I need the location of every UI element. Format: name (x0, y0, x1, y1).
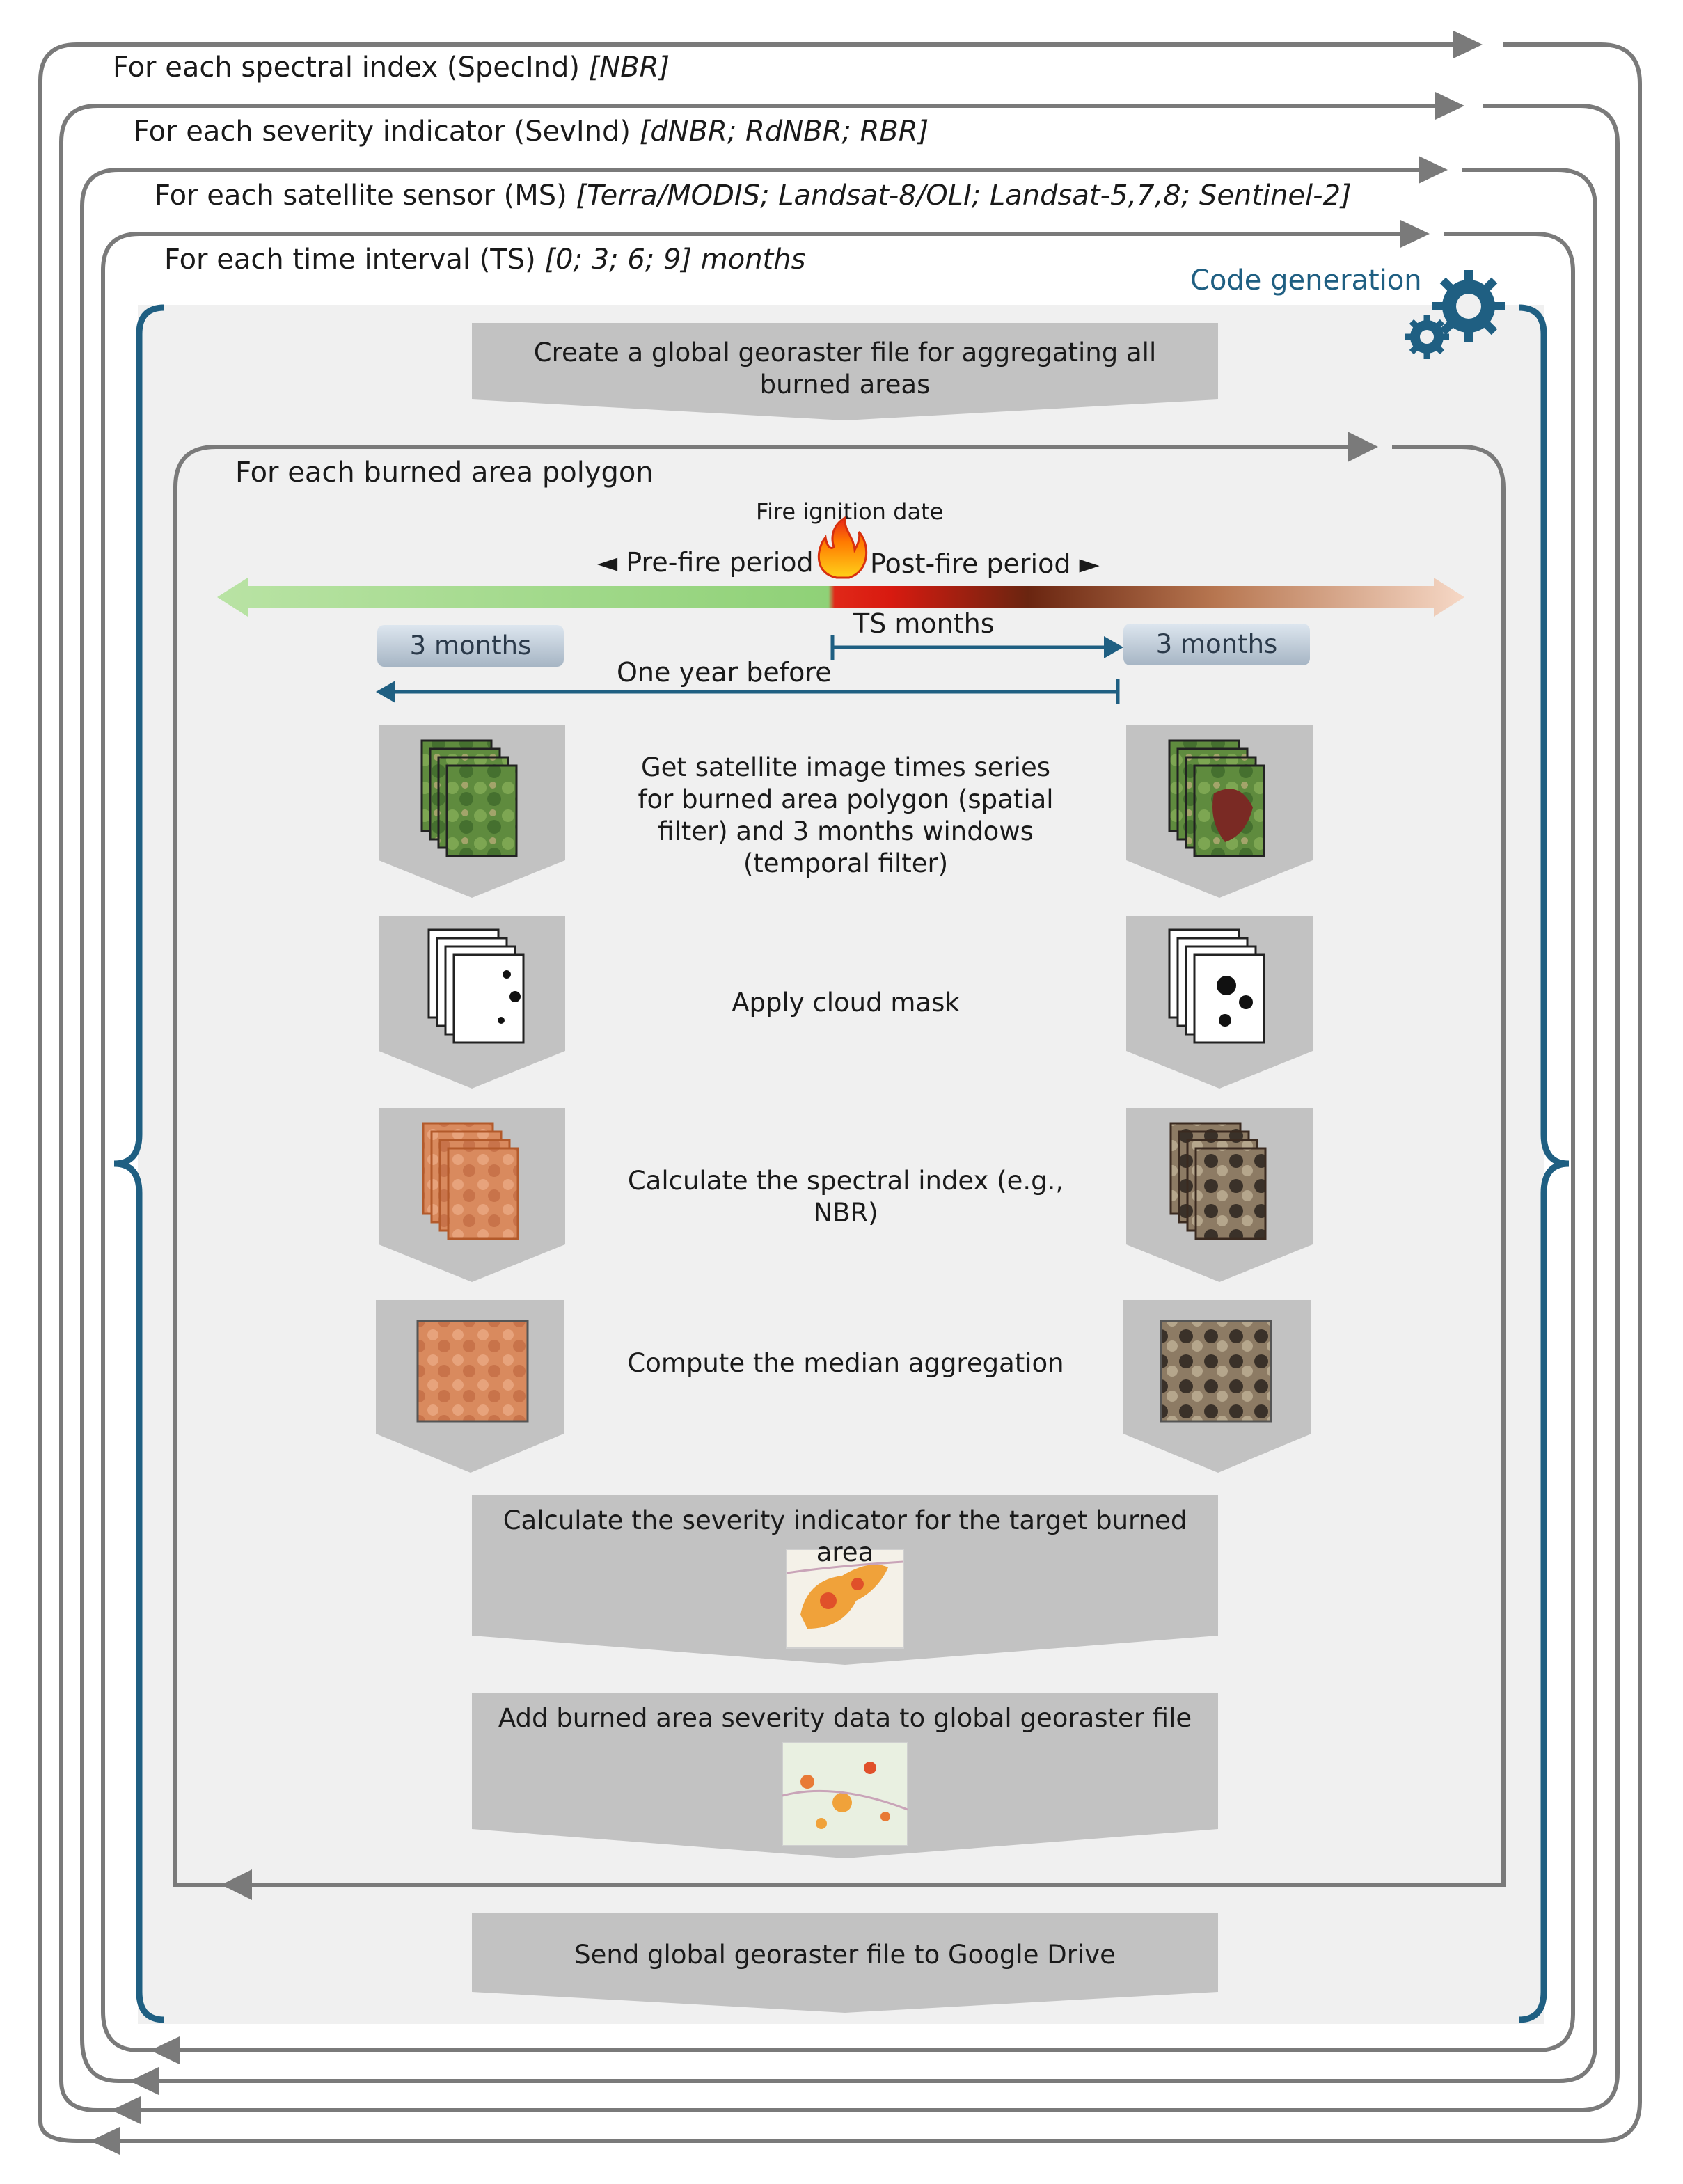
step-spectral-index: Calculate the spectral index (e.g., NBR) (627, 1166, 1064, 1228)
step-get-images: Get satellite image times series for burned area polygon (spatial filter) and 3 months windows (temporal filter) (638, 752, 1054, 878)
post-window-pill: 3 months (1123, 624, 1310, 665)
fire-ignition-label: Fire ignition date (756, 498, 944, 525)
green-image-stack-left (422, 741, 516, 856)
nbr-stack-right (1171, 1123, 1265, 1239)
step-median: Compute the median aggregation (627, 1348, 1064, 1378)
loop-label-satellite-sensor: For each satellite sensor (MS) [Terra/MODIS; Landsat-8/OLI; Landsat-5,7,8; Sentinel-2] (155, 180, 1352, 212)
step-send-drive: Send global georaster file to Google Drive (574, 1940, 1116, 1970)
loop-label-spectral-index: For each spectral index (SpecInd) [NBR] (113, 52, 670, 84)
pre-window-pill: 3 months (377, 625, 564, 667)
pre-fire-label: ◄ Pre-fire period (597, 547, 814, 578)
nbr-stack-left (423, 1123, 518, 1239)
median-image-right (1161, 1321, 1271, 1421)
code-generation-label: Code generation (1190, 264, 1422, 296)
cloud-mask-stack-left (429, 930, 523, 1043)
burned-image-stack-right (1169, 741, 1264, 856)
global-map (782, 1743, 908, 1846)
loop-label-severity-indicator: For each severity indicator (SevInd) [dNBR; RdNBR; RBR] (134, 116, 929, 148)
step-cloud-mask: Apply cloud mask (732, 988, 960, 1018)
post-fire-label: Post-fire period ► (870, 548, 1100, 579)
polygon-loop-label: For each burned area polygon (235, 457, 654, 489)
cloud-mask-stack-right (1169, 930, 1264, 1043)
loop-label-time-interval: For each time interval (TS) [0; 3; 6; 9] months (164, 244, 806, 276)
median-image-left (418, 1321, 528, 1421)
step-severity: Calculate the severity indicator for the target burned area (503, 1505, 1187, 1567)
step-add-data: Add burned area severity data to global georaster file (498, 1703, 1192, 1733)
one-year-label: One year before (617, 657, 832, 688)
step-create-global: Create a global georaster file for aggregating all burned areas (533, 338, 1157, 399)
ts-months-label: TS months (853, 608, 995, 639)
